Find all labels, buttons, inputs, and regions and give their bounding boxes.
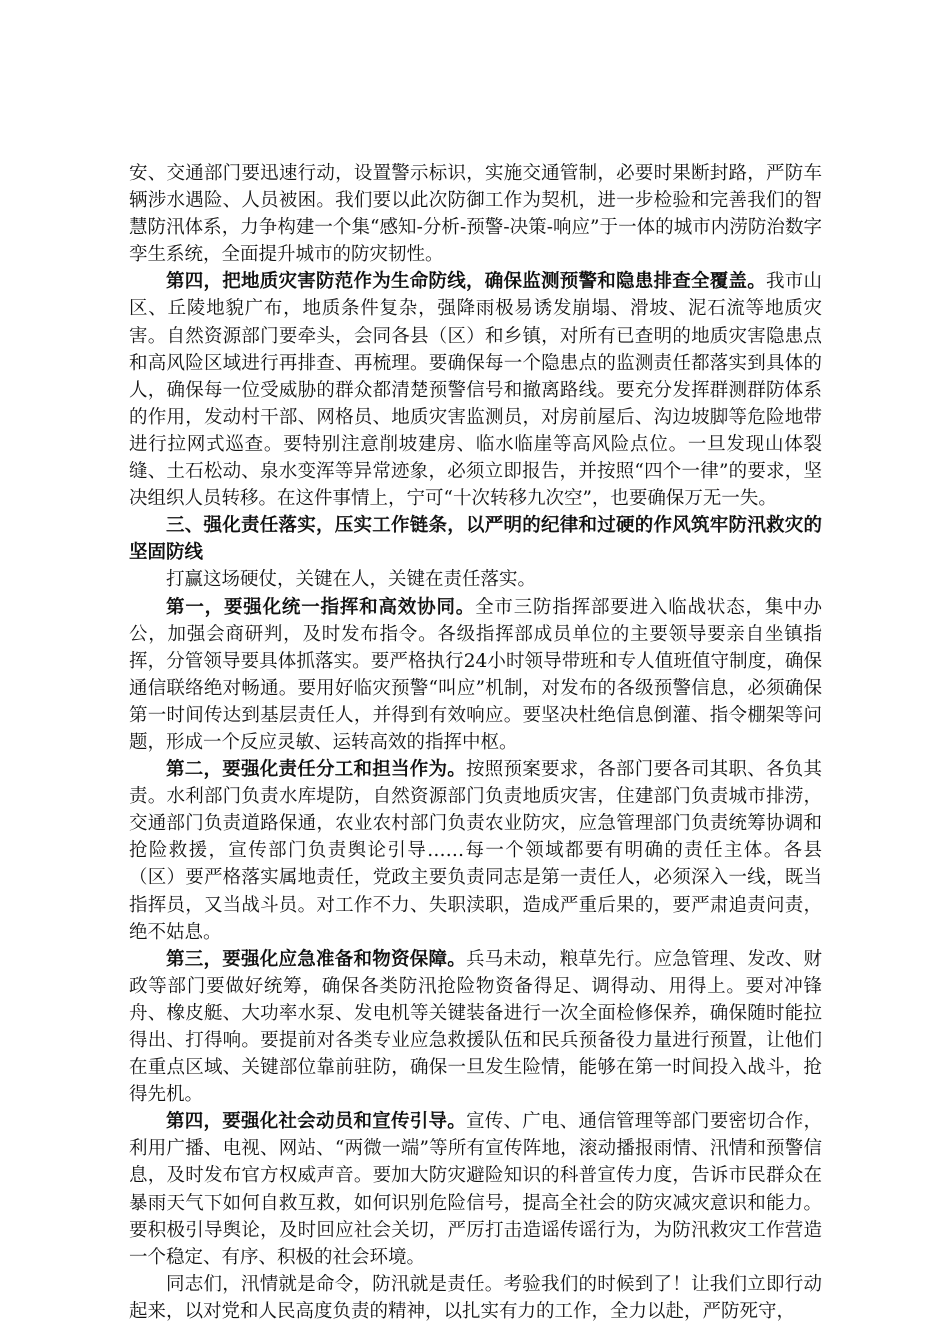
paragraph-lead: 第四，把地质灾害防范作为生命防线，确保监测预警和隐患排查全覆盖。	[166, 271, 766, 293]
paragraph-text: 安、交通部门要迅速行动，设置警示标识，实施交通管制，必要时果断封路，严防车辆涉水遇险、人员被困。我们要以此次防御工作为契机，进一步检验和完善我们的智慧防汛体系，力争构建一个集“感知-分析-预警-决策-响应”于一体的城市内涝防治数字孪生系统，全面提升城市的防灾韧性。	[129, 163, 822, 266]
paragraph-closing	[129, 1271, 822, 1325]
section-heading-3	[129, 512, 822, 566]
paragraph-lead: 第四，要强化社会动员和宣传引导。	[166, 1111, 466, 1133]
paragraph-geological-hazards	[129, 268, 822, 512]
paragraph-text: 同志们，汛情就是命令，防汛就是责任。考验我们的时候到了！让我们立即行动起来，以对党和人民高度负责的精神，以扎实有力的工作，全力以赴，严防死守，	[129, 1273, 822, 1322]
paragraph-unified-command	[129, 594, 822, 757]
paragraph-text: 宣传、广电、通信管理等部门要密切合作，利用广播、电视、网站、“两微一端”等所有宣传阵地，滚动播报雨情、汛情和预警信息，及时发布官方权威声音。要加大防灾避险知识的科普宣传力度，告诉市民群众在暴雨天气下如何自救互救，如何识别危险信号，提高全社会的防灾减灾意识和能力。要积极引导舆论，及时回应社会关切，严厉打击造谣传谣行为，为防汛救灾工作营造一个稳定、有序、积极的社会环境。	[129, 1111, 822, 1268]
paragraph-text: 我市山区、丘陵地貌广布，地质条件复杂，强降雨极易诱发崩塌、滑坡、泥石流等地质灾害。自然资源部门要牵头，会同各县（区）和乡镇，对所有已查明的地质灾害隐患点和高风险区域进行再排查、再梳理。要确保每一个隐患点的监测责任都落实到具体的人，确保每一位受威胁的群众都清楚预警信号和撤离路线。要充分发挥群测群防体系的作用，发动村干部、网格员、地质灾害监测员，对房前屋后、沟边坡脚等危险地带进行拉网式巡查。要特别注意削坡建房、临水临崖等高风险点位。一旦发现山体裂缝、土石松动、泉水变浑等异常迹象，必须立即报告，并按照“四个一律”的要求，坚决组织人员转移。在这件事情上，宁可“十次转移九次空”，也要确保万无一失。	[129, 271, 822, 510]
paragraph-intro	[129, 566, 822, 593]
paragraph-text: 兵马未动，粮草先行。应急管理、发改、财政等部门要做好统筹，确保各类防汛抢险物资备得足、调得动、用得上。要对冲锋舟、橡皮艇、大功率水泵、发电机等关键装备进行一次全面检修保养，确保随时能拉得出、打得响。要提前对各类专业应急救援队伍和民兵预备役力量进行预置，让他们在重点区域、关键部位靠前驻防，确保一旦发生险情，能够在第一时间投入战斗，抢得先机。	[129, 948, 822, 1106]
paragraph-responsibility	[129, 756, 822, 946]
paragraph-text: 按照预案要求，各部门要各司其职、各负其责。水利部门负责水库堤防，自然资源部门负责地质灾害，住建部门负责城市排涝，交通部门负责道路保通，农业农村部门负责农业防灾，应急管理部门负责统筹协调和抢险救援，宣传部门负责舆论引导……每一个领域都要有明确的责任主体。各县（区）要严格落实属地责任，党政主要负责同志是第一责任人，必须深入一线，既当指挥员，又当战斗员。对工作不力、失职渎职，造成严重后果的，要严肃追责问责，绝不姑息。	[129, 759, 822, 943]
paragraph-lead: 第一，要强化统一指挥和高效协同。	[166, 596, 476, 618]
paragraph-emergency-supplies	[129, 946, 822, 1109]
document-body	[129, 160, 822, 1325]
section-heading-text: 三、强化责任落实，压实工作链条，以严明的纪律和过硬的作风筑牢防汛救灾的坚固防线	[129, 515, 822, 564]
paragraph-lead: 第三，要强化应急准备和物资保障。	[166, 948, 466, 970]
paragraph-text: 打赢这场硬仗，关键在人，关键在责任落实。	[166, 569, 537, 591]
paragraph-text: 全市三防指挥部要进入临战状态，集中办公，加强会商研判，及时发布指令。各级指挥部成员单位的主要领导要亲自坐镇指挥，分管领导要具体抓落实。要严格执行24小时领导带班和专人值班值守制度，确保通信联络绝对畅通。要用好临灾预警“叫应”机制，对发布的各级预警信息，必须确保第一时间传达到基层责任人，并得到有效响应。要坚决杜绝信息倒灌、指令棚架等问题，形成一个反应灵敏、运转高效的指挥中枢。	[129, 596, 822, 753]
paragraph-lead: 第二，要强化责任分工和担当作为。	[166, 759, 466, 781]
paragraph-public-mobilization	[129, 1108, 822, 1271]
paragraph-continuation	[129, 160, 822, 268]
